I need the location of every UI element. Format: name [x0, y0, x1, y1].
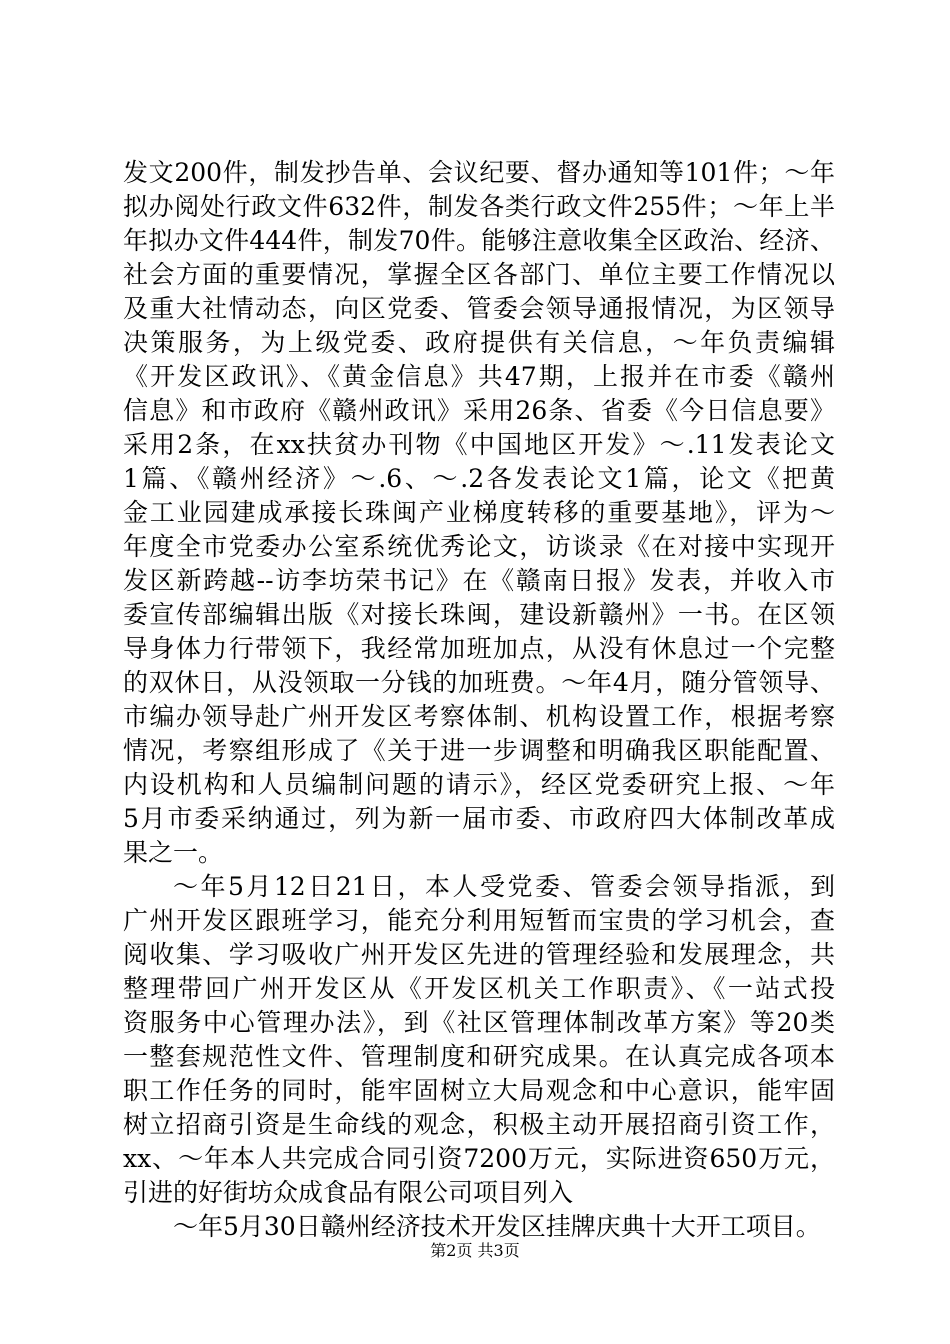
page-footer — [0, 1240, 950, 1262]
text-line: 《开发区政讯》、《黄金信息》共47期，上报并在市委《赣州 — [123, 362, 835, 391]
paragraph-3 — [123, 1210, 835, 1244]
text-line: 果之一。 — [123, 838, 224, 867]
paragraph-2 — [123, 870, 835, 1210]
text-line: 社会方面的重要情况，掌握全区各部门、单位主要工作情况以 — [123, 260, 835, 289]
text-line: 市编办领导赴广州开发区考察体制、机构设置工作，根据考察 — [123, 702, 835, 731]
text-line: 信息》和市政府《赣州政讯》采用26条、省委《今日信息要》 — [123, 396, 835, 425]
text-line: 引进的好街坊众成食品有限公司项目列入 — [123, 1178, 574, 1207]
document-body — [123, 156, 835, 1244]
text-line: 发区新跨越--访李坊荣书记》在《赣南日报》发表，并收入市 — [123, 566, 835, 595]
text-line: 及重大社情动态，向区党委、管委会领导通报情况，为区领导 — [123, 294, 835, 323]
text-line: 职工作任务的同时，能牢固树立大局观念和中心意识，能牢固 — [123, 1076, 835, 1105]
text-line: 的双休日，从没领取一分钱的加班费。～年4月，随分管领导、 — [123, 668, 835, 697]
paragraph-1 — [123, 156, 835, 870]
text-line: 整理带回广州开发区从《开发区机关工作职责》、《一站式投 — [123, 974, 835, 1003]
text-line: 拟办阅处行政文件632件，制发各类行政文件255件；～年上半 — [123, 192, 835, 221]
text-line: 情况，考察组形成了《关于进一步调整和明确我区职能配置、 — [123, 736, 835, 765]
text-line: 采用2条，在xx扶贫办刊物《中国地区开发》～.11发表论文 — [123, 430, 835, 459]
text-line: 阅收集、学习吸收广州开发区先进的管理经验和发展理念，共 — [123, 940, 835, 969]
text-line: 树立招商引资是生命线的观念，积极主动开展招商引资工作， — [123, 1110, 835, 1139]
text-line: 5月市委采纳通过，列为新一届市委、市政府四大体制改革成 — [123, 804, 835, 833]
text-line: ～年5月30日赣州经济技术开发区挂牌庆典十大开工项目。 — [173, 1212, 821, 1241]
text-line: 资服务中心管理办法》，到《社区管理体制改革方案》等20类 — [123, 1008, 835, 1037]
text-line: 一整套规范性文件、管理制度和研究成果。在认真完成各项本 — [123, 1042, 835, 1071]
text-line: 发文200件，制发抄告单、会议纪要、督办通知等101件；～年 — [123, 158, 835, 187]
text-line: 1篇、《赣州经济》～.6、～.2各发表论文1篇，论文《把黄 — [123, 464, 835, 493]
text-line: ～年5月12日21日，本人受党委、管委会领导指派，到 — [173, 872, 835, 901]
page-number-label: 第2页 共3页 — [430, 1241, 520, 1260]
text-line: xx、～年本人共完成合同引资7200万元，实际进资650万元， — [123, 1144, 835, 1173]
text-line: 决策服务，为上级党委、政府提供有关信息，～年负责编辑 — [123, 328, 835, 357]
text-line: 金工业园建成承接长珠闽产业梯度转移的重要基地》，评为～ — [123, 498, 835, 527]
text-line: 年拟办文件444件，制发70件。能够注意收集全区政治、经济、 — [123, 226, 835, 255]
text-line: 广州开发区跟班学习，能充分利用短暂而宝贵的学习机会，查 — [123, 906, 835, 935]
text-line: 内设机构和人员编制问题的请示》，经区党委研究上报、～年 — [123, 770, 835, 799]
text-line: 年度全市党委办公室系统优秀论文，访谈录《在对接中实现开 — [123, 532, 835, 561]
text-line: 委宣传部编辑出版《对接长珠闽，建设新赣州》一书。在区领 — [123, 600, 835, 629]
text-line: 导身体力行带领下，我经常加班加点，从没有休息过一个完整 — [123, 634, 835, 663]
